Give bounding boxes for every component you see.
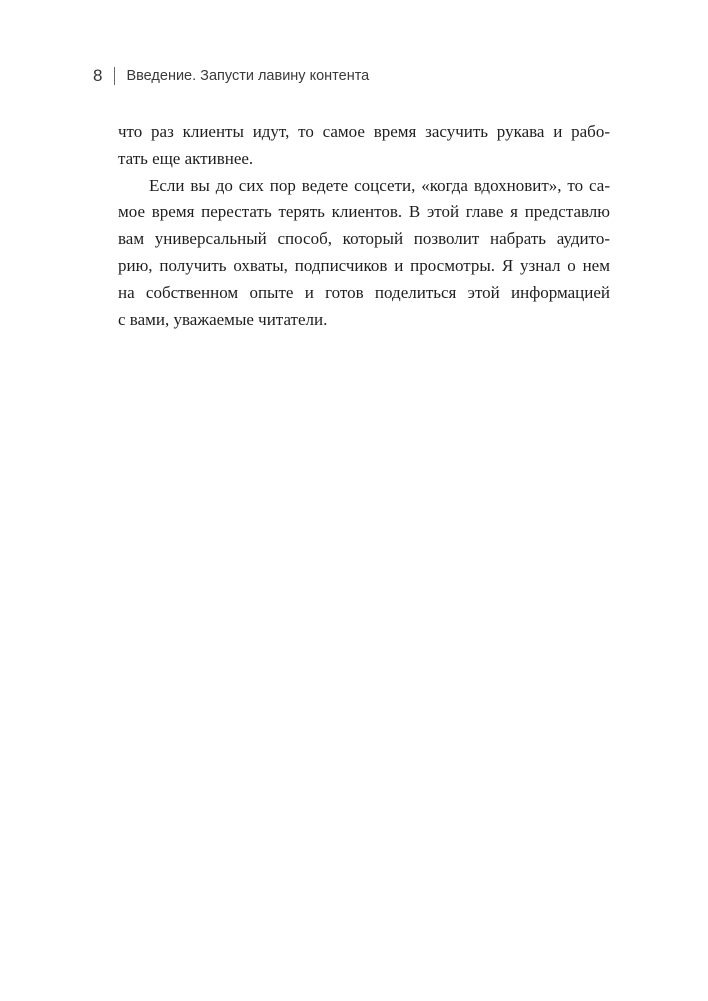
- text-line: рию, получить охваты, подписчиков и просмотры. Я узнал о нем: [118, 255, 610, 275]
- header-divider: [114, 67, 115, 85]
- body-text: [118, 119, 610, 333]
- text-line: с вами, уважаемые читатели.: [118, 309, 328, 329]
- text-line: тать еще активнее.: [118, 148, 254, 168]
- chapter-title: Введение. Запусти лавину контента: [126, 68, 370, 84]
- text-line: что раз клиенты идут, то самое время засучить рукава и рабо-: [118, 122, 610, 141]
- text-line: на собственном опыте и готов поделиться этой информацией: [118, 282, 610, 302]
- text-line: мое время перестать терять клиентов. В этой главе я представлю: [118, 202, 610, 222]
- text-line: вам универсальный способ, который позволит набрать аудито-: [118, 229, 610, 249]
- page-number: 8: [93, 66, 103, 85]
- paragraph-2: [118, 173, 610, 334]
- running-header: [93, 64, 369, 88]
- paragraph-1: [118, 119, 610, 173]
- text-line: Если вы до сих пор ведете соцсети, «когда вдохновит», то са-: [149, 175, 610, 195]
